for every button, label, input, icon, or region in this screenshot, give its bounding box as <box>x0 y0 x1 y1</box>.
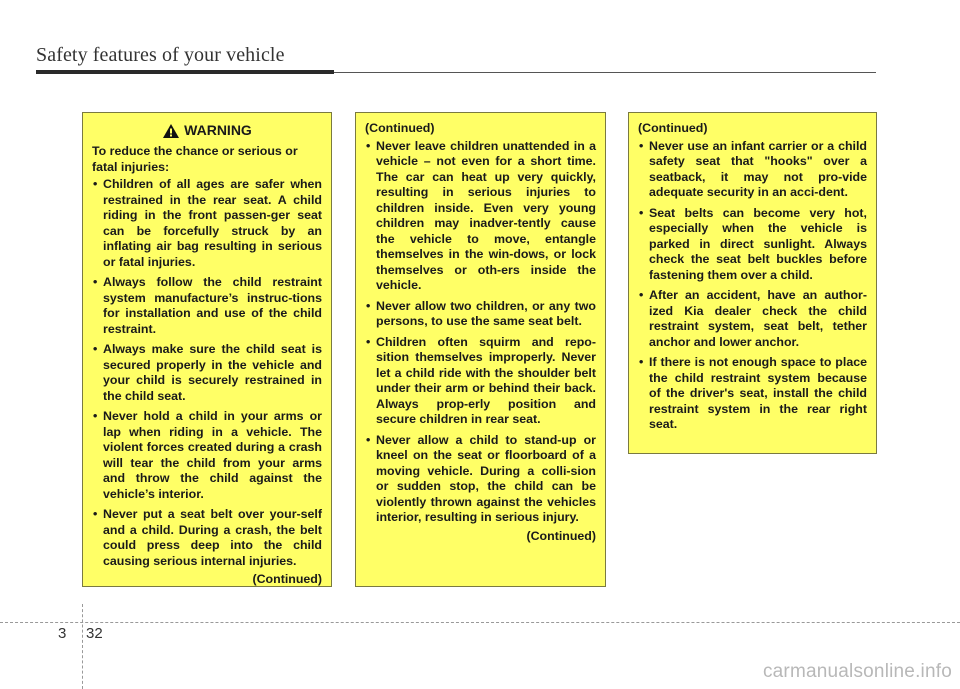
list-item: • Always make sure the child seat is secured properly in the vehicle and your child is securely restrained in the child seat. <box>92 342 322 404</box>
list-item: • Never hold a child in your arms or lap when riding in a vehicle. The violent forces created during a crash will tear the child from your arms and throw the child against the vehicle’s interior. <box>92 409 322 502</box>
warning-box-column-2 <box>355 112 606 587</box>
list-item: • Never leave children unattended in a vehicle – not even for a short time. The car can heat up very quickly, resulting in serious injuries to children inside. Even very young children may inadver-tently cause the vehicle to move, entangle themselves in the win-dows, or lock themselves or oth-ers inside the vehicle. <box>365 139 596 294</box>
list-item: • Always follow the child restraint system manufacture’s instruc-tions for installation and use of the child restraint. <box>92 275 322 337</box>
continued-header: (Continued) <box>365 121 435 135</box>
list-item: • Seat belts can become very hot, especially when the vehicle is parked in direct sunlight. Always check the seat belt buckles before fastening them over a child. <box>638 206 867 284</box>
warning-triangle-icon <box>162 123 180 139</box>
watermark: carmanualsonline.info <box>762 661 952 682</box>
list-item: • Never use an infant carrier or a child safety seat that "hooks" over a seatback, it may not pro-vide adequate security in an acci-dent. <box>638 139 867 201</box>
continued-footer: (Continued) <box>252 572 322 586</box>
footer-vertical-rule <box>82 604 83 689</box>
list-item: • After an accident, have an author-ized Kia dealer check the child restraint system, seat belt, tether anchor and lower anchor. <box>638 288 867 350</box>
chapter-number: 3 <box>58 625 67 642</box>
warning-list-column-2 <box>365 139 596 526</box>
warning-box-column-1 <box>82 112 332 587</box>
page-header-title: Safety features of your vehicle <box>36 44 285 66</box>
warning-heading-label: WARNING <box>184 122 252 139</box>
continued-footer: (Continued) <box>526 528 596 543</box>
warning-list-column-3 <box>638 139 867 433</box>
list-item: • Never put a seat belt over your-self and a child. During a crash, the belt could press deep into the child causing serious internal injuries. <box>92 507 322 569</box>
footer-rule <box>0 622 960 623</box>
warning-box-column-3 <box>628 112 877 454</box>
page-number: 32 <box>86 625 103 642</box>
warning-heading <box>92 123 322 139</box>
list-item: • Children of all ages are safer when restrained in the rear seat. A child riding in the front passen-ger seat can be forcefully struck by an inflating air bag resulting in serious or fatal injuries. <box>92 177 322 270</box>
warning-intro: To reduce the chance or serious or fatal injuries: <box>92 144 298 174</box>
header-rule-thick <box>36 70 334 74</box>
list-item: • Never allow a child to stand-up or kneel on the seat or floorboard of a moving vehicle. During a colli-sion or sudden stop, the child can be violently thrown against the vehicles interior, resulting in serious injury. <box>365 433 596 526</box>
list-item: • Never allow two children, or any two persons, to use the same seat belt. <box>365 299 596 330</box>
list-item: • Children often squirm and repo-sition themselves improperly. Never let a child ride with the shoulder belt under their arm or behind their back. Always prop-erly position and secure children in rear seat. <box>365 335 596 428</box>
list-item: • If there is not enough space to place the child restraint system because of the driver's seat, install the child restraint system in the rear right seat. <box>638 355 867 433</box>
warning-list-column-1 <box>92 177 322 569</box>
header-rule-thin <box>334 72 876 73</box>
continued-header: (Continued) <box>638 121 708 135</box>
